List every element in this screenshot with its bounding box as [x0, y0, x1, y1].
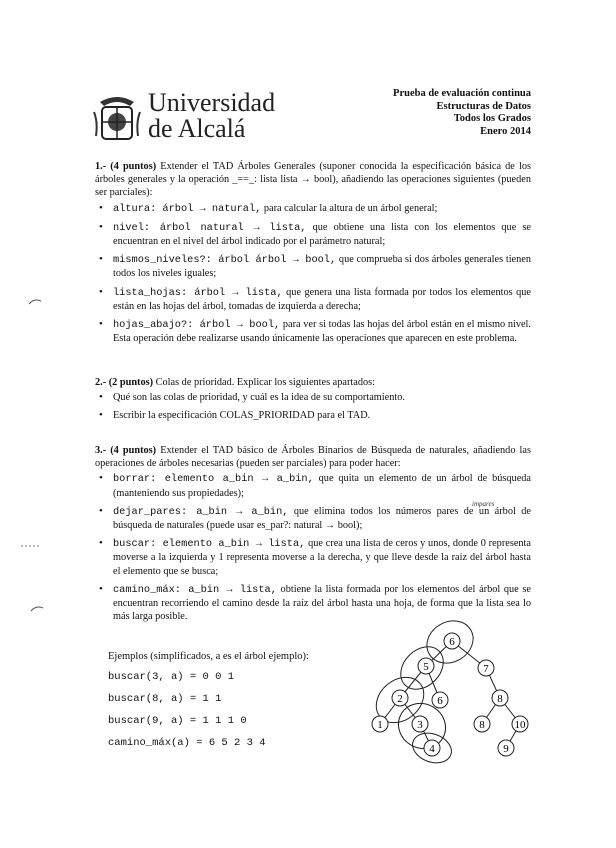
tree-node-label: 2	[397, 693, 403, 705]
handwritten-note: impares	[472, 500, 495, 508]
question-3-item: • borrar: elemento a_bin → a_bin, que quita un elemento de un árbol de búsqueda (manteniendo sus propiedades);	[95, 472, 531, 499]
university-crest-icon	[92, 92, 142, 144]
tree-node	[474, 716, 490, 732]
tree-node-label: 6	[437, 695, 443, 707]
tree-node	[392, 690, 408, 706]
question-2-item: • Qué son las colas de prioridad, y cuál es la idea de su comportamiento.	[95, 391, 531, 404]
example-line: buscar(9, a) = 1 1 1 0	[108, 715, 247, 727]
question-3-intro: 3.- (4 puntos) Extender el TAD básico de Árboles Binarios de Búsqueda de naturales, añadiendo las operaciones de árboles necesarias (pueden ser parciales) para poder hacer:	[95, 445, 531, 470]
margin-mark-icon	[30, 605, 44, 613]
tree-node-label: 6	[449, 636, 455, 648]
question-1-item: • altura: árbol → natural, para calcular la altura de un árbol general;	[95, 202, 531, 216]
tree-node	[418, 658, 434, 674]
tree-node-label: 9	[503, 743, 509, 755]
exam-header: Prueba de evaluación continua Estructuras de Datos Todos los Grados Enero 2014	[393, 88, 531, 137]
question-2-intro: 2.- (2 puntos) Colas de prioridad. Explicar los siguientes apartados:	[95, 377, 375, 388]
tree-node-label: 8	[497, 693, 503, 705]
highlight-path	[367, 613, 481, 768]
examples-title: Ejemplos (simplificados, a es el árbol ejemplo):	[108, 651, 309, 662]
university-name: Universidad de Alcalá	[148, 88, 276, 143]
example-line: camino_máx(a) = 6 5 2 3 4	[108, 737, 266, 749]
tree-node	[512, 716, 528, 732]
tree-node	[492, 690, 508, 706]
tree-node-label: 10	[514, 719, 526, 731]
tree-node	[424, 740, 440, 756]
question-1-item: • mismos_niveles?: árbol árbol → bool, que comprueba si dos árboles generales tienen todos los niveles iguales;	[95, 253, 531, 280]
question-2-item: • Escribir la especificación COLAS_PRIORIDAD para el TAD.	[95, 409, 531, 422]
question-3-item: • camino_máx: a_bin → lista, obtiene la lista formada por los elementos del árbol que se encuentran recorriendo el camino desde la raíz del árbol hasta una hoja, de forma que la lista sea lo más larga posible.	[95, 583, 531, 624]
question-1-intro: 1.- (4 puntos) Extender el TAD Árboles Generales (suponer conocida la especificación básica de los árboles generales y la operación _==_: lista lista → bool), añadiendo las operaciones siguientes (pueden ser parciales):	[95, 161, 531, 199]
tree-node	[498, 740, 514, 756]
tree-node	[432, 692, 448, 708]
question-2	[95, 376, 531, 428]
tree-node-label: 8	[479, 719, 485, 731]
question-1-item: • nivel: árbol natural → lista, que obtiene una lista con los elementos que se encuentran en el nivel del árbol indicado por el parámetro natural;	[95, 221, 531, 248]
question-3-item: • buscar: elemento a_bin → lista, que crea una lista de ceros y unos, donde 0 representa moverse a la izquierda y 1 representa moverse a la derecha, y que lleve desde la raíz del árbol hasta el elemento que se busca;	[95, 537, 531, 578]
example-line: buscar(8, a) = 1 1	[108, 693, 222, 705]
tree-node-label: 7	[483, 663, 489, 675]
tree-node-label: 3	[417, 719, 423, 731]
examples	[108, 650, 309, 754]
margin-mark-icon	[28, 298, 42, 306]
example-tree	[360, 600, 540, 770]
tree-node	[372, 716, 388, 732]
tree-node-label: 4	[429, 743, 435, 755]
tree-node-label: 1	[377, 719, 383, 731]
question-1-item: • hojas_abajo?: árbol → bool, para ver si todas las hojas del árbol están en el mismo nivel. Esta operación debe realizarse usando únicamente las operaciones que aparecen en este problema.	[95, 318, 531, 345]
tree-node	[444, 633, 460, 649]
tree-node	[412, 716, 428, 732]
margin-mark-icon	[20, 542, 40, 550]
question-3-item: • dejar_pares: a_bin → a_bin, que elimina todos los números pares de un árbol de búsqueda de naturales (puede usar es_par?: natural → bool);	[95, 505, 531, 532]
question-1	[95, 160, 531, 350]
tree-node-label: 5	[423, 661, 429, 673]
example-line: buscar(3, a) = 0 0 1	[108, 671, 235, 683]
tree-node	[478, 660, 494, 676]
question-1-item: • lista_hojas: árbol → lista, que genera una lista formada por todos los elementos que están en las hojas del árbol, tomadas de izquierda a derecha;	[95, 286, 531, 313]
